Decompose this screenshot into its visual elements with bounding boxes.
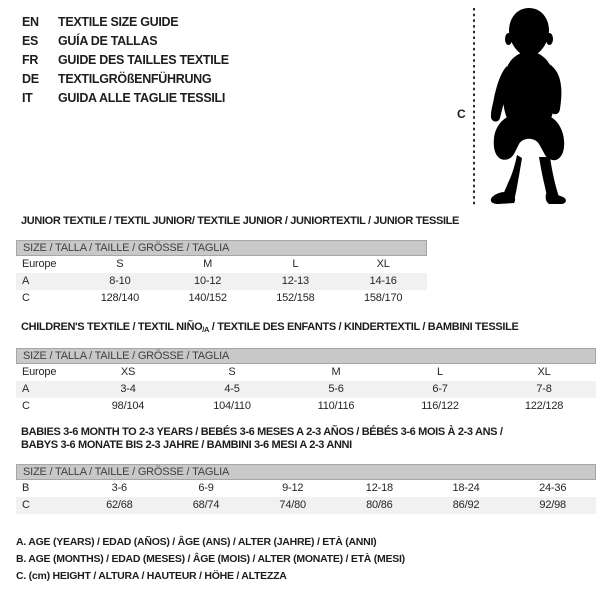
row-label: C [22, 400, 30, 412]
row-label: B [22, 482, 30, 494]
size-table-junior [16, 215, 460, 307]
title-line: BABIES 3-6 MONTH TO 2-3 YEARS / BEBÉS 3-6 MESES A 2-3 AÑOS / BÉBÉS 3-6 MOIS À 2-3 ANS / [21, 426, 503, 438]
age-cell: 5-6 [328, 383, 344, 395]
baby-silhouette-icon [455, 6, 600, 208]
height-cell: 74/80 [279, 499, 306, 511]
height-cell: 110/116 [317, 400, 355, 412]
height-cell: 104/110 [213, 400, 251, 412]
size-table-children [16, 321, 596, 415]
age-cell: 12-13 [281, 275, 309, 287]
title-subscript: /A [202, 325, 210, 334]
table-row-age-months [16, 480, 596, 497]
row-label: Europe [22, 366, 57, 378]
size-cell: L [292, 258, 299, 270]
size-header-bar: SIZE / TALLA / TAILLE / GRÖSSE / TAGLIA [16, 240, 427, 256]
language-row-es [22, 32, 229, 51]
size-cell: XL [376, 258, 390, 270]
language-code: FR [22, 53, 39, 67]
language-code: DE [22, 72, 39, 86]
table-row-europe [16, 364, 596, 381]
height-cell: 68/74 [192, 499, 220, 511]
size-cell: M [203, 258, 213, 270]
baby-silhouette-figure [455, 6, 600, 208]
language-code: IT [22, 91, 33, 105]
height-cell: 92/98 [539, 499, 566, 511]
language-title: TEXTILGRÖßENFÜHRUNG [58, 72, 212, 86]
size-cell: S [228, 366, 236, 378]
height-cell: 158/170 [363, 292, 403, 304]
table-title [16, 321, 596, 336]
row-label: A [22, 383, 30, 395]
height-measure-label: C [457, 107, 466, 121]
language-code: ES [22, 34, 39, 48]
table-title: JUNIOR TEXTILE / TEXTIL JUNIOR/ TEXTILE JUNIOR / JUNIORTEXTIL / JUNIOR TESSILE [21, 215, 460, 227]
baby-silhouette-shape [491, 8, 566, 204]
language-row-fr [22, 51, 229, 70]
height-cell: 140/152 [188, 292, 227, 304]
size-cell: XL [537, 366, 551, 378]
height-cell: 116/122 [421, 400, 459, 412]
title-part: CHILDREN'S TEXTILE / TEXTIL NIÑO [21, 321, 203, 333]
size-table-babies [16, 426, 596, 514]
footnote-c: C. (cm) HEIGHT / ALTURA / HAUTEUR / HÖHE / ALTEZZA [16, 570, 287, 582]
age-cell: 6-9 [198, 482, 214, 494]
table-row-europe [16, 256, 427, 273]
age-cell: 3-6 [111, 482, 127, 494]
height-cell: 122/128 [524, 400, 564, 412]
height-cell: 62/68 [106, 499, 133, 511]
size-cell: XS [120, 366, 136, 378]
language-title: GUÍA DE TALLAS [58, 34, 158, 48]
age-cell: 9-12 [282, 482, 304, 494]
footnote-b: B. AGE (MONTHS) / EDAD (MESES) / ÂGE (MOIS) / ALTER (MONATE) / ETÀ (MESI) [16, 553, 405, 565]
table-row-age [16, 381, 596, 398]
size-header-bar: SIZE / TALLA / TAILLE / GRÖSSE / TAGLIA [16, 348, 596, 364]
language-row-en [22, 13, 229, 32]
language-title: GUIDE DES TAILLES TEXTILE [58, 53, 229, 67]
title-line: BABYS 3-6 MONATE BIS 2-3 JAHRE / BAMBINI 3-6 MESI A 2-3 ANNI [21, 439, 352, 451]
language-code: EN [22, 15, 39, 29]
row-label: C [22, 292, 30, 304]
language-row-de [22, 70, 229, 89]
size-cell: M [331, 366, 341, 378]
height-cell: 80/86 [366, 499, 393, 511]
age-cell: 8-10 [109, 275, 131, 287]
height-cell: 98/104 [111, 400, 145, 412]
size-header-bar: SIZE / TALLA / TAILLE / GRÖSSE / TAGLIA [16, 464, 596, 480]
age-cell: 14-16 [369, 275, 397, 287]
age-cell: 3-4 [120, 383, 136, 395]
language-row-it [22, 89, 229, 108]
footnotes [16, 534, 405, 585]
height-cell: 128/140 [100, 292, 140, 304]
size-cell: S [116, 258, 124, 270]
row-label: C [22, 499, 30, 511]
age-cell: 7-8 [536, 383, 552, 395]
table-row-height [16, 290, 427, 307]
age-cell: 12-18 [365, 482, 393, 494]
table-row-age [16, 273, 427, 290]
row-label: Europe [22, 258, 57, 270]
size-cell: L [437, 366, 443, 378]
language-title: GUIDA ALLE TAGLIE TESSILI [58, 91, 226, 105]
age-cell: 24-36 [539, 482, 567, 494]
table-row-height [16, 398, 596, 415]
language-list [22, 13, 229, 108]
age-cell: 10-12 [194, 275, 222, 287]
age-cell: 18-24 [452, 482, 480, 494]
table-row-height [16, 497, 596, 514]
title-part: / TEXTILE DES ENFANTS / KINDERTEXTIL / BAMBINI TESSILE [209, 321, 519, 333]
table-title [16, 426, 596, 452]
height-cell: 86/92 [452, 499, 480, 511]
height-cell: 152/158 [276, 292, 315, 304]
footnote-a: A. AGE (YEARS) / EDAD (AÑOS) / ÂGE (ANS) / ALTER (JAHRE) / ETÀ (ANNI) [16, 536, 377, 548]
age-cell: 4-5 [224, 383, 240, 395]
age-cell: 6-7 [432, 383, 448, 395]
row-label: A [22, 275, 30, 287]
language-title: TEXTILE SIZE GUIDE [58, 15, 179, 29]
